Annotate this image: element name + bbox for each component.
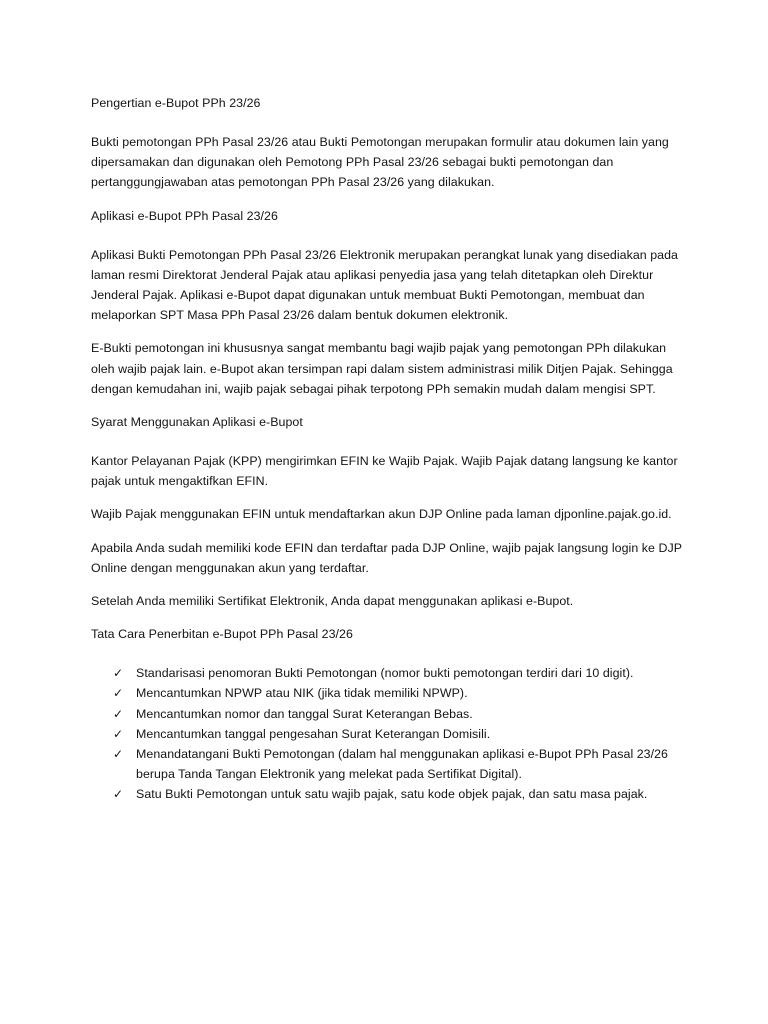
checkmark-icon: ✓ [113,686,124,701]
checklist-item-text: Menandatangani Bukti Pemotongan (dalam hal menggunakan aplikasi e-Bupot PPh Pasal 23/26 berupa Tanda Tangan Elektronik yang melekat pada Sertifikat Digital). [136,747,668,782]
checkmark-icon: ✓ [113,787,124,802]
section-procedure [91,624,691,804]
checklist-item [91,683,691,703]
checkmark-icon: ✓ [113,747,124,762]
document-page [91,93,691,805]
checkmark-icon: ✓ [113,706,124,721]
section-application [91,206,691,399]
paragraph: Setelah Anda memiliki Sertifikat Elektronik, Anda dapat menggunakan aplikasi e-Bupot. [91,594,574,609]
paragraph: Bukti pemotongan PPh Pasal 23/26 atau Bukti Pemotongan merupakan formulir atau dokumen lain yang dipersamakan dan digunakan oleh Pemotong PPh Pasal 23/26 sebagai bukti pemotongan dan pertanggungjawaban atas pemotongan PPh Pasal 23/26 yang dilakukan. [91,135,669,190]
checklist-item-text: Mencantumkan nomor dan tanggal Surat Keterangan Bebas. [136,706,473,721]
section-heading: Pengertian e-Bupot PPh 23/26 [91,96,261,110]
paragraph: Wajib Pajak menggunakan EFIN untuk mendaftarkan akun DJP Online pada laman djponline.pajak.go.id. [91,507,672,522]
section-heading: Syarat Menggunakan Aplikasi e-Bupot [91,415,303,430]
checklist-item-text: Standarisasi penomoran Bukti Pemotongan (nomor bukti pemotongan terdiri dari 10 digit). [136,666,634,681]
paragraph: Kantor Pelayanan Pajak (KPP) mengirimkan EFIN ke Wajib Pajak. Wajib Pajak datang langsung ke kantor pajak untuk mengaktifkan EFIN. [91,454,678,489]
checklist-item [91,663,691,683]
paragraph: E-Bukti pemotongan ini khususnya sangat membantu bagi wajib pajak yang pemotongan PPh dilakukan oleh wajib pajak lain. e-Bupot akan tersimpan rapi dalam sistem administrasi milik Ditjen Pajak. Sehingga dengan kemudahan ini, wajib pajak sebagai pihak terpotong PPh semakin mudah dalam mengisi SPT. [91,341,673,396]
paragraph: Aplikasi Bukti Pemotongan PPh Pasal 23/26 Elektronik merupakan perangkat lunak yang disediakan pada laman resmi Direktorat Jenderal Pajak atau aplikasi penyedia jasa yang telah ditetapkan oleh Direktur Jenderal Pajak. Aplikasi e-Bupot dapat digunakan untuk membuat Bukti Pemotongan, membuat dan melaporkan SPT Masa PPh Pasal 23/26 dalam bentuk dokumen elektronik. [91,247,678,323]
section-heading: Aplikasi e-Bupot PPh Pasal 23/26 [91,208,278,223]
checklist-item-text: Satu Bukti Pemotongan untuk satu wajib pajak, satu kode objek pajak, dan satu masa pajak. [136,787,648,802]
section-heading: Tata Cara Penerbitan e-Bupot PPh Pasal 23/26 [91,627,353,642]
section-definition [91,93,691,193]
checklist-item [91,744,691,784]
checklist-item [91,704,691,724]
checklist-item [91,724,691,744]
section-requirements [91,412,691,611]
checkmark-icon: ✓ [113,666,124,681]
checkmark-icon: ✓ [113,726,124,741]
checklist-item [91,784,691,804]
checklist-item-text: Mencantumkan tanggal pengesahan Surat Keterangan Domisili. [136,726,491,741]
checklist-item-text: Mencantumkan NPWP atau NIK (jika tidak memiliki NPWP). [136,686,468,701]
paragraph: Apabila Anda sudah memiliki kode EFIN dan terdaftar pada DJP Online, wajib pajak langsung login ke DJP Online dengan menggunakan akun yang terdaftar. [91,540,682,575]
procedure-checklist [91,663,691,804]
